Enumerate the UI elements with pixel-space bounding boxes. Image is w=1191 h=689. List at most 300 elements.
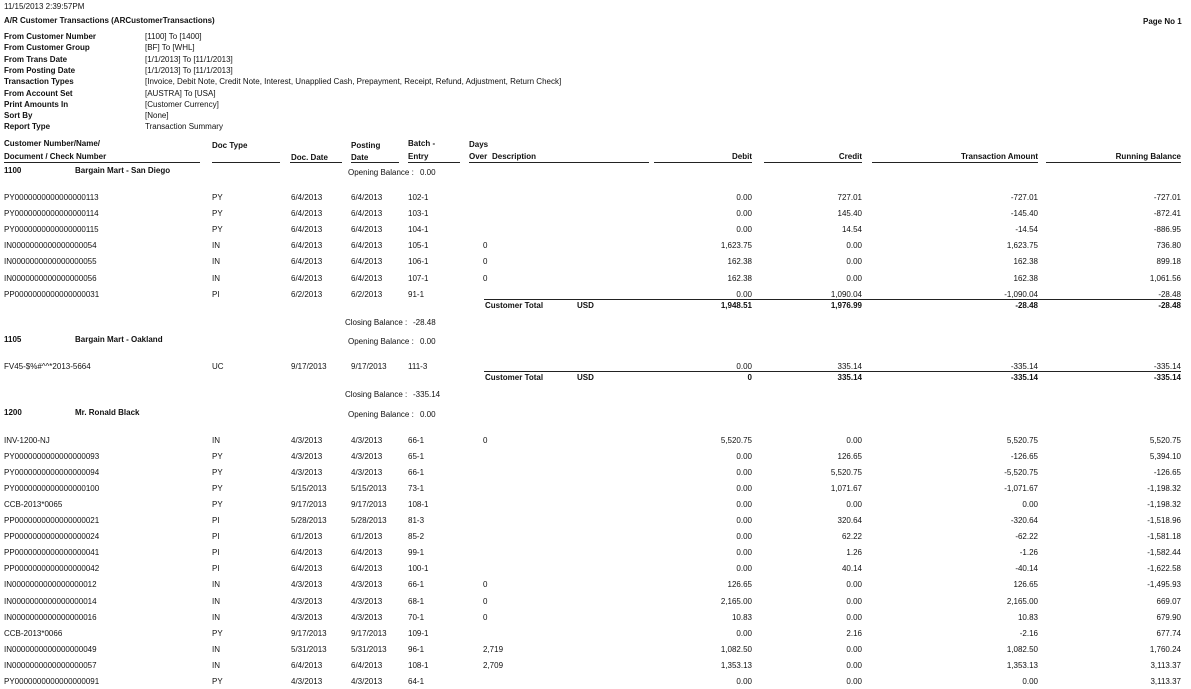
- batch-entry: 65-1: [408, 452, 425, 462]
- batch-entry: 64-1: [408, 676, 425, 686]
- closing-balance-value: -335.14: [413, 390, 441, 400]
- debit: 0.00: [736, 289, 752, 299]
- opening-balance-label: Opening Balance :: [348, 410, 414, 419]
- running-balance: -1,582.44: [1147, 548, 1181, 558]
- doc-type: PY: [212, 225, 223, 235]
- running-balance: -886.95: [1153, 225, 1181, 235]
- doc-type: IN: [212, 612, 220, 622]
- posting-date: 5/28/2013: [351, 516, 387, 526]
- debit: 0.00: [736, 452, 752, 462]
- batch-entry: 103-1: [408, 209, 429, 219]
- customer-number: 1105: [4, 335, 22, 344]
- total-balance: -28.48: [1158, 300, 1181, 310]
- page-number: Page No 1: [1143, 17, 1182, 26]
- doc-date: 9/17/2013: [291, 628, 327, 638]
- doc-number: PP0000000000000000021: [4, 516, 100, 526]
- criteria-label: From Account Set: [4, 88, 73, 98]
- debit: 1,623.75: [720, 241, 752, 251]
- total-credit: 335.14: [837, 373, 862, 383]
- credit: 0.00: [846, 580, 862, 590]
- col-posting-line2: Date: [351, 153, 369, 162]
- posting-date: 6/4/2013: [351, 193, 383, 202]
- total-amount: -28.48: [1015, 300, 1038, 310]
- closing-balance-label: Closing Balance :: [345, 390, 408, 400]
- transaction-amount: -2.16: [1019, 628, 1038, 638]
- doc-date: 4/3/2013: [291, 580, 323, 590]
- doc-number: PP0000000000000000031: [4, 289, 100, 299]
- opening-balance-label: Opening Balance :: [348, 337, 414, 346]
- doc-number: PY0000000000000000113: [4, 193, 99, 202]
- doc-number: CCB-2013*0065: [4, 500, 63, 510]
- doc-type: PY: [212, 468, 223, 478]
- debit: 162.38: [727, 273, 752, 283]
- col-description: Description: [492, 152, 537, 161]
- posting-date: 6/4/2013: [351, 257, 383, 267]
- transaction-amount: -320.64: [1010, 516, 1038, 526]
- total-rule: [484, 299, 1181, 300]
- doc-type: PY: [212, 628, 223, 638]
- criteria-label: From Posting Date: [4, 65, 76, 75]
- debit: 0.00: [736, 500, 752, 510]
- doc-type: PY: [212, 452, 223, 462]
- credit: 0.00: [846, 257, 862, 267]
- posting-date: 5/15/2013: [351, 484, 387, 494]
- batch-entry: 70-1: [408, 612, 425, 622]
- doc-date: 5/28/2013: [291, 516, 327, 526]
- transaction-amount: 162.38: [1013, 257, 1038, 267]
- doc-type: IN: [212, 257, 220, 267]
- doc-date: 6/4/2013: [291, 257, 323, 267]
- posting-date: 6/4/2013: [351, 548, 383, 558]
- running-balance: -28.48: [1158, 289, 1181, 299]
- col-customer-line2: Document / Check Number: [4, 152, 107, 161]
- doc-date: 6/4/2013: [291, 564, 323, 574]
- running-balance: 5,520.75: [1149, 436, 1181, 445]
- running-balance: 3,113.37: [1150, 676, 1181, 686]
- credit: 1.26: [846, 548, 862, 558]
- days-over: 0: [483, 273, 488, 283]
- running-balance: -335.14: [1153, 362, 1181, 371]
- criteria-value: [None]: [145, 111, 169, 121]
- doc-date: 6/4/2013: [291, 241, 323, 251]
- credit: 40.14: [841, 564, 862, 574]
- running-balance: -1,198.32: [1147, 484, 1181, 494]
- doc-type: IN: [212, 436, 220, 445]
- doc-number: IN0000000000000000057: [4, 660, 97, 670]
- criteria-value: Transaction Summary: [145, 122, 223, 132]
- doc-date: 5/15/2013: [291, 484, 327, 494]
- customer-name: Bargain Mart - San Diego: [75, 166, 171, 175]
- running-balance: -1,495.93: [1147, 580, 1181, 590]
- posting-date: 4/3/2013: [351, 452, 383, 462]
- days-over: 0: [483, 612, 488, 622]
- doc-date: 6/4/2013: [291, 548, 323, 558]
- credit: 0.00: [846, 436, 862, 445]
- days-over: 0: [483, 580, 488, 590]
- doc-type: PY: [212, 500, 223, 510]
- customer-number: 1100: [4, 166, 22, 175]
- days-over: 0: [483, 436, 488, 445]
- credit: 14.54: [841, 225, 862, 235]
- batch-entry: 99-1: [408, 548, 425, 558]
- doc-number: INV-1200-NJ: [4, 436, 50, 445]
- doc-type: PY: [212, 484, 223, 494]
- transaction-amount: 0.00: [1022, 676, 1038, 686]
- header-rule: [351, 162, 399, 163]
- criteria-value: [Invoice, Debit Note, Credit Note, Interest, Unapplied Cash, Prepayment, Receipt, Refund, Adjustment, Return Check]: [145, 77, 562, 87]
- transaction-amount: -1,071.67: [1004, 484, 1038, 494]
- doc-date: 4/3/2013: [291, 612, 323, 622]
- posting-date: 6/4/2013: [351, 225, 383, 235]
- criteria-value: [AUSTRA] To [USA]: [145, 88, 216, 98]
- days-over: 0: [483, 596, 488, 606]
- doc-number: PP0000000000000000042: [4, 564, 100, 574]
- col-customer-line1: Customer Number/Name/: [4, 139, 101, 148]
- posting-date: 6/4/2013: [351, 209, 383, 219]
- batch-entry: 106-1: [408, 257, 429, 267]
- doc-number: IN0000000000000000014: [4, 596, 97, 606]
- days-over: 0: [483, 241, 488, 251]
- doc-number: IN0000000000000000012: [4, 580, 97, 590]
- criteria-label: From Customer Group: [4, 43, 90, 53]
- criteria-value: [1/1/2013] To [11/1/2013]: [145, 65, 233, 75]
- total-credit: 1,976.99: [830, 300, 862, 310]
- posting-date: 9/17/2013: [351, 500, 387, 510]
- doc-type: IN: [212, 660, 220, 670]
- posting-date: 4/3/2013: [351, 436, 383, 445]
- credit: 0.00: [846, 660, 862, 670]
- debit: 162.38: [727, 257, 752, 267]
- transaction-amount: -335.14: [1010, 362, 1038, 371]
- total-rule: [484, 371, 1181, 372]
- transaction-amount: 0.00: [1022, 500, 1038, 510]
- doc-type: PI: [212, 532, 220, 542]
- credit: 0.00: [846, 612, 862, 622]
- batch-entry: 85-2: [408, 532, 425, 542]
- days-over: 0: [483, 257, 488, 267]
- doc-type: IN: [212, 644, 220, 654]
- header-rule: [872, 162, 1038, 163]
- batch-entry: 96-1: [408, 644, 425, 654]
- doc-date: 6/4/2013: [291, 225, 323, 235]
- header-rule: [408, 162, 460, 163]
- criteria-value: [Customer Currency]: [145, 99, 219, 109]
- posting-date: 6/4/2013: [351, 660, 383, 670]
- doc-date: 5/31/2013: [291, 644, 327, 654]
- running-balance: 5,394.10: [1149, 452, 1181, 462]
- debit: 0.00: [736, 362, 752, 371]
- batch-entry: 108-1: [408, 660, 429, 670]
- batch-entry: 104-1: [408, 225, 429, 235]
- col-running-balance: Running Balance: [1115, 152, 1181, 161]
- doc-date: 4/3/2013: [291, 596, 323, 606]
- debit: 0.00: [736, 532, 752, 542]
- criteria-value: [1/1/2013] To [11/1/2013]: [145, 54, 233, 64]
- running-balance: 899.18: [1156, 257, 1181, 267]
- transaction-amount: 126.65: [1013, 580, 1038, 590]
- credit: 0.00: [846, 644, 862, 654]
- transaction-amount: 1,623.75: [1006, 241, 1038, 251]
- batch-entry: 105-1: [408, 241, 429, 251]
- doc-number: IN0000000000000000056: [4, 273, 97, 283]
- col-doc-type: Doc Type: [212, 141, 248, 150]
- posting-date: 9/17/2013: [351, 362, 387, 371]
- posting-date: 4/3/2013: [351, 468, 383, 478]
- credit: 0.00: [846, 241, 862, 251]
- col-posting-line1: Posting: [351, 141, 381, 150]
- running-balance: -1,581.18: [1147, 532, 1181, 542]
- credit: 0.00: [846, 676, 862, 686]
- opening-balance-value: 0.00: [420, 168, 436, 177]
- batch-entry: 100-1: [408, 564, 429, 574]
- debit: 0.00: [736, 209, 752, 219]
- doc-number: FV45-$%#^^*2013-5664: [4, 362, 91, 371]
- doc-number: PP0000000000000000024: [4, 532, 100, 542]
- doc-date: 6/4/2013: [291, 193, 323, 202]
- customer-number: 1200: [4, 408, 22, 417]
- doc-number: IN0000000000000000016: [4, 612, 97, 622]
- debit: 5,520.75: [720, 436, 752, 445]
- transaction-amount: 1,353.13: [1006, 660, 1038, 670]
- posting-date: 5/31/2013: [351, 644, 387, 654]
- batch-entry: 73-1: [408, 484, 425, 494]
- transaction-amount: -40.14: [1015, 564, 1038, 574]
- transaction-amount: 162.38: [1013, 273, 1038, 283]
- doc-type: PI: [212, 564, 220, 574]
- doc-date: 9/17/2013: [291, 362, 327, 371]
- days-over: 2,719: [483, 644, 504, 654]
- col-doc-date: Doc. Date: [291, 153, 328, 162]
- doc-number: IN0000000000000000049: [4, 644, 97, 654]
- debit: 1,353.13: [720, 660, 752, 670]
- transaction-amount: 10.83: [1017, 612, 1038, 622]
- closing-balance-value: -28.48: [413, 317, 436, 327]
- credit: 335.14: [837, 362, 862, 371]
- closing-balance-label: Closing Balance :: [345, 317, 408, 327]
- doc-date: 4/3/2013: [291, 452, 323, 462]
- debit: 2,165.00: [720, 596, 752, 606]
- running-balance: 679.90: [1156, 612, 1181, 622]
- batch-entry: 66-1: [408, 580, 425, 590]
- transaction-amount: 5,520.75: [1006, 436, 1038, 445]
- col-batch-line1: Batch -: [408, 139, 436, 148]
- debit: 0.00: [736, 225, 752, 235]
- batch-entry: 68-1: [408, 596, 425, 606]
- transaction-amount: -5,520.75: [1004, 468, 1038, 478]
- running-balance: -1,198.32: [1147, 500, 1181, 510]
- doc-type: PY: [212, 209, 223, 219]
- report-title: A/R Customer Transactions (ARCustomerTransactions): [4, 16, 215, 25]
- doc-type: PY: [212, 193, 223, 202]
- batch-entry: 91-1: [408, 289, 425, 299]
- total-currency: USD: [577, 373, 594, 383]
- debit: 1,082.50: [720, 644, 752, 654]
- criteria-label: Print Amounts In: [4, 99, 69, 109]
- doc-number: PY0000000000000000114: [4, 209, 99, 219]
- running-balance: -1,622.58: [1147, 564, 1181, 574]
- doc-number: PY0000000000000000094: [4, 468, 100, 478]
- transaction-amount: -62.22: [1015, 532, 1038, 542]
- running-balance: -872.41: [1153, 209, 1181, 219]
- col-batch-line2: Entry: [408, 152, 429, 161]
- header-rule: [212, 162, 280, 163]
- credit: 1,090.04: [830, 289, 862, 299]
- batch-entry: 66-1: [408, 436, 425, 445]
- credit: 0.00: [846, 273, 862, 283]
- posting-date: 6/4/2013: [351, 564, 383, 574]
- posting-date: 6/4/2013: [351, 273, 383, 283]
- doc-number: PY0000000000000000100: [4, 484, 100, 494]
- running-balance: 669.07: [1156, 596, 1181, 606]
- doc-type: IN: [212, 580, 220, 590]
- debit: 0.00: [736, 548, 752, 558]
- posting-date: 9/17/2013: [351, 628, 387, 638]
- header-rule: [654, 162, 752, 163]
- header-rule: [4, 162, 200, 163]
- posting-date: 4/3/2013: [351, 676, 383, 686]
- doc-number: PY0000000000000000115: [4, 225, 99, 235]
- doc-date: 4/3/2013: [291, 436, 323, 445]
- running-balance: 3,113.37: [1150, 660, 1181, 670]
- posting-date: 6/4/2013: [351, 241, 383, 251]
- transaction-amount: -1.26: [1019, 548, 1038, 558]
- running-balance: -126.65: [1153, 468, 1181, 478]
- batch-entry: 108-1: [408, 500, 429, 510]
- criteria-label: Report Type: [4, 122, 51, 132]
- posting-date: 4/3/2013: [351, 612, 383, 622]
- total-debit: 1,948.51: [720, 300, 752, 310]
- criteria-label: Sort By: [4, 111, 33, 121]
- posting-date: 6/1/2013: [351, 532, 383, 542]
- running-balance: 1,061.56: [1149, 273, 1181, 283]
- credit: 320.64: [837, 516, 862, 526]
- batch-entry: 81-3: [408, 516, 425, 526]
- credit: 0.00: [846, 500, 862, 510]
- transaction-amount: 1,082.50: [1006, 644, 1038, 654]
- batch-entry: 66-1: [408, 468, 425, 478]
- total-currency: USD: [577, 300, 594, 310]
- batch-entry: 102-1: [408, 193, 429, 202]
- header-rule: [1046, 162, 1181, 163]
- credit: 145.40: [837, 209, 862, 219]
- doc-type: IN: [212, 596, 220, 606]
- credit: 2.16: [846, 628, 862, 638]
- doc-number: IN0000000000000000055: [4, 257, 97, 267]
- criteria-label: From Customer Number: [4, 32, 97, 41]
- opening-balance-value: 0.00: [420, 410, 436, 419]
- debit: 10.83: [731, 612, 752, 622]
- total-debit: 0: [747, 373, 752, 383]
- doc-type: UC: [212, 362, 224, 371]
- opening-balance-label: Opening Balance :: [348, 168, 414, 177]
- days-over: 2,709: [483, 660, 504, 670]
- criteria-label: Transaction Types: [4, 77, 74, 87]
- posting-date: 4/3/2013: [351, 596, 383, 606]
- doc-type: PI: [212, 548, 220, 558]
- doc-date: 6/2/2013: [291, 289, 323, 299]
- transaction-amount: -145.40: [1010, 209, 1038, 219]
- header-rule: [290, 162, 342, 163]
- batch-entry: 109-1: [408, 628, 429, 638]
- col-days-line2: Over: [469, 152, 488, 161]
- col-credit: Credit: [838, 152, 862, 161]
- doc-date: 6/4/2013: [291, 209, 323, 219]
- transaction-amount: -126.65: [1010, 452, 1038, 462]
- col-transaction-amount: Transaction Amount: [960, 152, 1038, 161]
- doc-type: IN: [212, 273, 220, 283]
- opening-balance-value: 0.00: [420, 337, 436, 346]
- running-balance: 677.74: [1156, 628, 1181, 638]
- running-balance: -1,518.96: [1147, 516, 1181, 526]
- debit: 0.00: [736, 628, 752, 638]
- total-balance: -335.14: [1153, 373, 1181, 383]
- doc-type: PI: [212, 516, 220, 526]
- doc-type: PI: [212, 289, 220, 299]
- transaction-amount: 2,165.00: [1006, 596, 1038, 606]
- doc-date: 4/3/2013: [291, 676, 323, 686]
- transaction-amount: -1,090.04: [1004, 289, 1038, 299]
- report-timestamp: 11/15/2013 2:39:57PM: [4, 2, 85, 11]
- debit: 0.00: [736, 676, 752, 686]
- doc-number: PY0000000000000000091: [4, 676, 100, 686]
- doc-date: 4/3/2013: [291, 468, 323, 478]
- doc-date: 6/4/2013: [291, 660, 323, 670]
- customer-total-label: Customer Total: [485, 373, 544, 383]
- criteria-label: From Trans Date: [4, 54, 68, 64]
- credit: 727.01: [837, 193, 862, 202]
- debit: 126.65: [727, 580, 752, 590]
- customer-name: Bargain Mart - Oakland: [75, 335, 163, 344]
- customer-name: Mr. Ronald Black: [75, 408, 140, 417]
- debit: 0.00: [736, 564, 752, 574]
- transaction-amount: -14.54: [1015, 225, 1038, 235]
- debit: 0.00: [736, 468, 752, 478]
- doc-number: IN0000000000000000054: [4, 241, 97, 251]
- header-rule: [764, 162, 862, 163]
- posting-date: 4/3/2013: [351, 580, 383, 590]
- col-days-line1: Days: [469, 140, 489, 149]
- credit: 0.00: [846, 596, 862, 606]
- criteria-value: [1100] To [1400]: [145, 32, 202, 41]
- doc-number: PY0000000000000000093: [4, 452, 100, 462]
- total-amount: -335.14: [1010, 373, 1038, 383]
- credit: 126.65: [837, 452, 862, 462]
- doc-date: 9/17/2013: [291, 500, 327, 510]
- credit: 5,520.75: [830, 468, 862, 478]
- running-balance: 1,760.24: [1149, 644, 1181, 654]
- debit: 0.00: [736, 516, 752, 526]
- transaction-amount: -727.01: [1010, 193, 1038, 202]
- running-balance: 736.80: [1156, 241, 1181, 251]
- doc-number: CCB-2013*0066: [4, 628, 63, 638]
- posting-date: 6/2/2013: [351, 289, 383, 299]
- doc-date: 6/4/2013: [291, 273, 323, 283]
- col-debit: Debit: [732, 152, 752, 161]
- header-rule: [469, 162, 649, 163]
- debit: 0.00: [736, 193, 752, 202]
- criteria-value: [BF] To [WHL]: [145, 43, 195, 53]
- doc-number: PP0000000000000000041: [4, 548, 100, 558]
- doc-type: PY: [212, 676, 223, 686]
- doc-date: 6/1/2013: [291, 532, 323, 542]
- running-balance: -727.01: [1153, 193, 1181, 202]
- customer-total-label: Customer Total: [485, 300, 544, 310]
- debit: 0.00: [736, 484, 752, 494]
- credit: 1,071.67: [830, 484, 862, 494]
- batch-entry: 111-3: [408, 362, 428, 371]
- doc-type: IN: [212, 241, 220, 251]
- batch-entry: 107-1: [408, 273, 429, 283]
